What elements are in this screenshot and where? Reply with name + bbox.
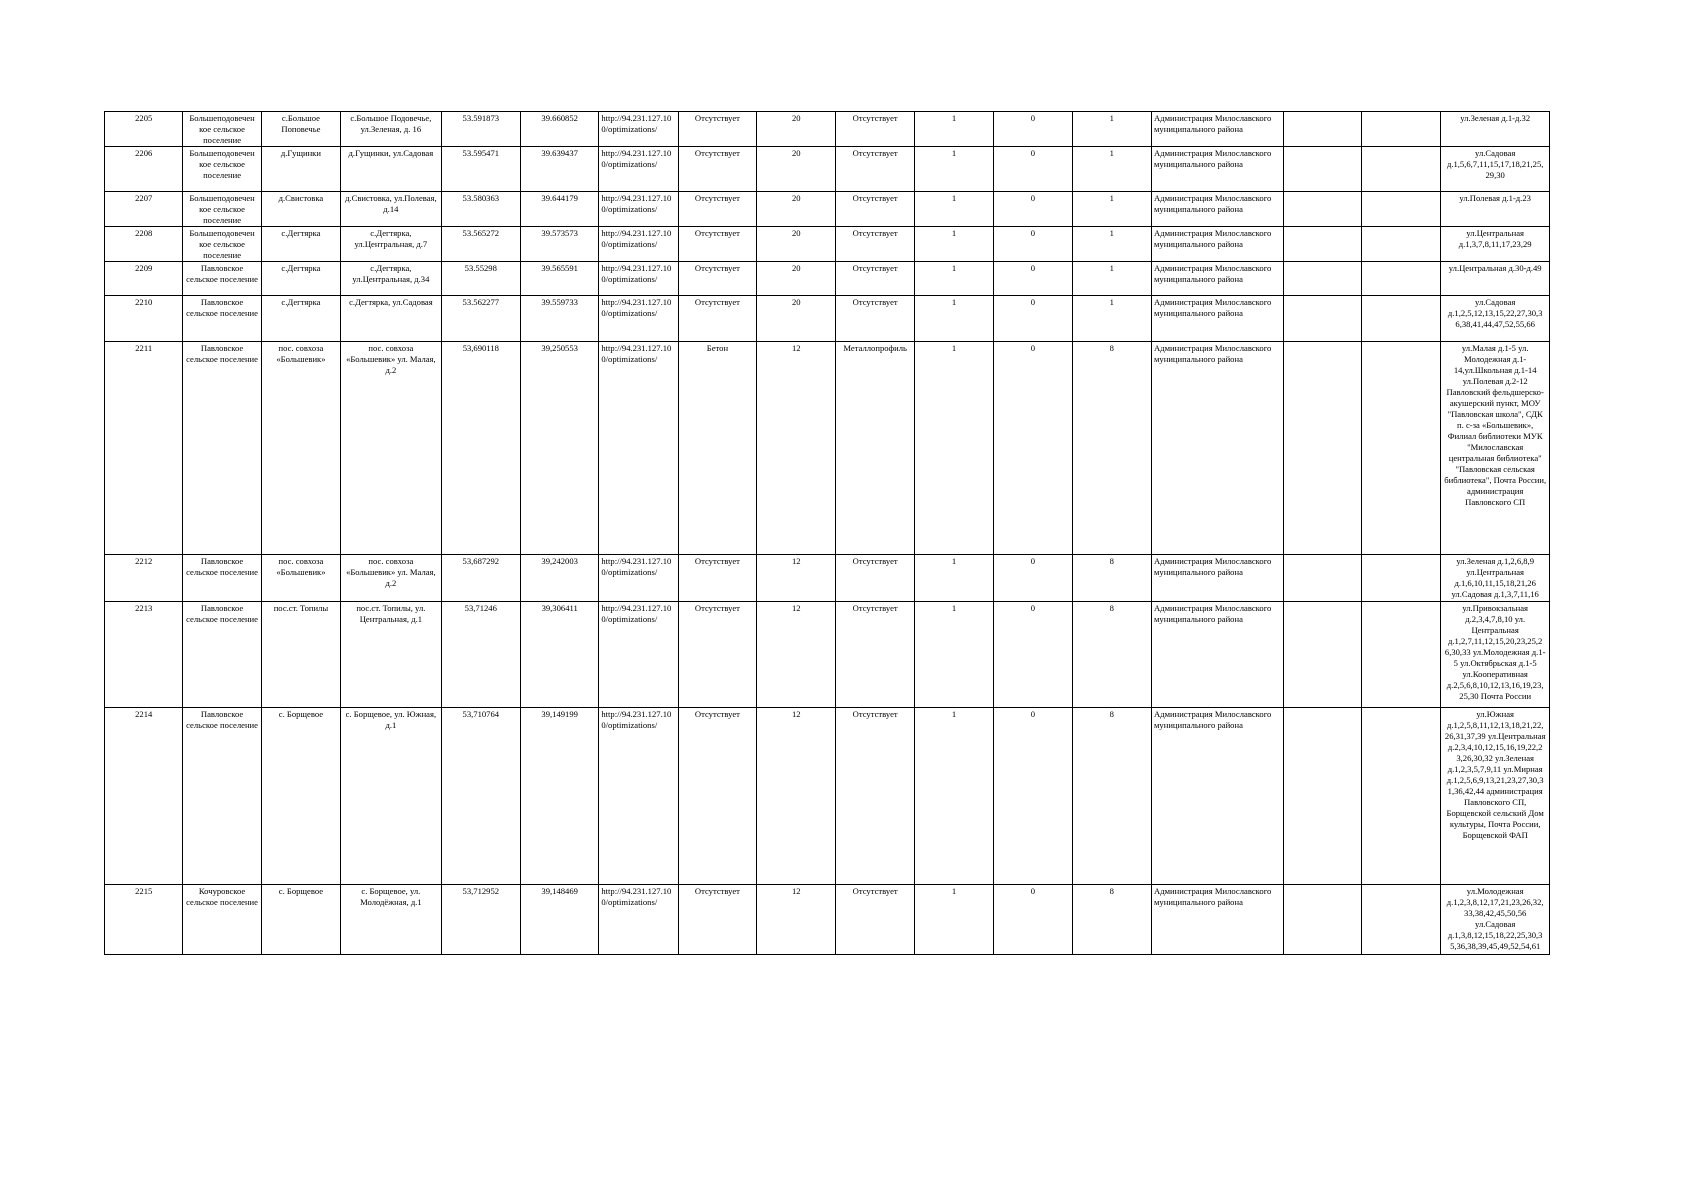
empty-cell (1283, 192, 1361, 227)
surface-cell: Отсутствует (678, 262, 756, 296)
area-cell: 12 (757, 602, 836, 708)
latitude-cell: 53.580363 (441, 192, 520, 227)
url-cell: http://94.231.127.10 0/optimizations/ (599, 227, 678, 262)
longitude-cell: 39.660852 (520, 112, 598, 147)
fence-cell: Отсутствует (836, 262, 914, 296)
owner-cell: Администрация Милославского муниципального района (1151, 112, 1283, 147)
longitude-cell: 39,149199 (520, 708, 598, 885)
surface-cell: Бетон (678, 342, 756, 555)
table-row (105, 192, 1550, 227)
empty-cell (1283, 112, 1361, 147)
area-cell: 20 (757, 262, 836, 296)
fence-cell: Отсутствует (836, 147, 914, 192)
fence-cell: Отсутствует (836, 885, 914, 955)
latitude-cell: 53,712952 (441, 885, 520, 955)
owner-cell: Администрация Милославского муниципального района (1151, 147, 1283, 192)
surface-cell: Отсутствует (678, 227, 756, 262)
latitude-cell: 53,710764 (441, 708, 520, 885)
settlement-cell: Большеподовечен кое сельское поселение (183, 227, 261, 262)
owner-cell: Администрация Милославского муниципального района (1151, 296, 1283, 342)
surface-cell: Отсутствует (678, 555, 756, 602)
url-cell: http://94.231.127.10 0/optimizations/ (599, 112, 678, 147)
latitude-cell: 53,690118 (441, 342, 520, 555)
owner-cell: Администрация Милославского муниципального района (1151, 708, 1283, 885)
empty-cell (1361, 708, 1440, 885)
table-row (105, 147, 1550, 192)
count-cell: 1 (914, 555, 993, 602)
settlement-cell: Большеподовечен кое сельское поселение (183, 192, 261, 227)
area-cell: 12 (757, 555, 836, 602)
served-objects-cell: ул.Привокзальная д.2,3,4,7,8,10 ул. Центральная д.1,2,7,11,12,15,20,23,25,2 6,30,33 ул.Молодежная д.1-5 ул.Октябрьская д.1-5 ул.Кооперативная д.2,5,6,8,10,12,13,16,19,23, 25,30 Почта России (1441, 602, 1550, 708)
longitude-cell: 39,242003 (520, 555, 598, 602)
count-cell: 1 (914, 342, 993, 555)
fence-cell: Отсутствует (836, 227, 914, 262)
empty-cell (1361, 885, 1440, 955)
surface-cell: Отсутствует (678, 708, 756, 885)
count-cell: 8 (1072, 342, 1151, 555)
empty-cell (1361, 602, 1440, 708)
area-cell: 12 (757, 342, 836, 555)
fence-cell: Отсутствует (836, 192, 914, 227)
address-cell: с. Борщевое, ул. Южная, д.1 (341, 708, 441, 885)
empty-cell (1283, 885, 1361, 955)
latitude-cell: 53.595471 (441, 147, 520, 192)
address-cell: с. Борщевое, ул. Молодёжная, д.1 (341, 885, 441, 955)
owner-cell: Администрация Милославского муниципального района (1151, 602, 1283, 708)
table-row (105, 708, 1550, 885)
address-cell: д.Свистовка, ул.Полевая, д.14 (341, 192, 441, 227)
count-cell: 0 (994, 555, 1072, 602)
latitude-cell: 53,687292 (441, 555, 520, 602)
owner-cell: Администрация Милославского муниципального района (1151, 227, 1283, 262)
surface-cell: Отсутствует (678, 885, 756, 955)
url-cell: http://94.231.127.10 0/optimizations/ (599, 147, 678, 192)
empty-cell (1361, 555, 1440, 602)
empty-cell (1283, 708, 1361, 885)
row-number: 2206 (105, 147, 183, 192)
area-cell: 12 (757, 885, 836, 955)
empty-cell (1283, 555, 1361, 602)
count-cell: 8 (1072, 708, 1151, 885)
surface-cell: Отсутствует (678, 192, 756, 227)
table-body (105, 112, 1550, 955)
longitude-cell: 39,148469 (520, 885, 598, 955)
longitude-cell: 39.573573 (520, 227, 598, 262)
count-cell: 8 (1072, 602, 1151, 708)
count-cell: 8 (1072, 885, 1151, 955)
longitude-cell: 39.639437 (520, 147, 598, 192)
url-cell: http://94.231.127.10 0/optimizations/ (599, 192, 678, 227)
row-number: 2207 (105, 192, 183, 227)
surface-cell: Отсутствует (678, 602, 756, 708)
settlement-cell: Павловское сельское поселение (183, 296, 261, 342)
latitude-cell: 53.562277 (441, 296, 520, 342)
locality-cell: пос.ст. Топилы (261, 602, 340, 708)
count-cell: 1 (914, 147, 993, 192)
address-cell: с.Большое Подовечье, ул.Зеленая, д. 16 (341, 112, 441, 147)
locality-cell: с. Борщевое (261, 885, 340, 955)
settlement-cell: Кочуровское сельское поселение (183, 885, 261, 955)
address-cell: с.Дегтярка, ул.Садовая (341, 296, 441, 342)
count-cell: 1 (914, 262, 993, 296)
count-cell: 1 (1072, 296, 1151, 342)
count-cell: 1 (1072, 192, 1151, 227)
address-cell: пос. совхоза «Большевик» ул. Малая, д.2 (341, 342, 441, 555)
count-cell: 1 (1072, 262, 1151, 296)
served-objects-cell: ул.Южная д.1,2,5,8,11,12,13,18,21,22, 26,31,37,39 ул.Центральная д.2,3,4,10,12,15,16,19,22,2 3,26,30,32 ул.Зеленая д.1,2,3,5,7,9,11 ул.Мирная д.1,2,5,6,9,13,21,23,27,30,3 1,36,42,44 администрация Павловского СП, Борщевской сельский Дом культуры, Почта России, Борщевской ФАП (1441, 708, 1550, 885)
table-row (105, 227, 1550, 262)
settlement-cell: Павловское сельское поселение (183, 342, 261, 555)
url-cell: http://94.231.127.10 0/optimizations/ (599, 262, 678, 296)
registry-table (104, 111, 1550, 955)
empty-cell (1361, 227, 1440, 262)
surface-cell: Отсутствует (678, 147, 756, 192)
empty-cell (1361, 262, 1440, 296)
fence-cell: Отсутствует (836, 602, 914, 708)
url-cell: http://94.231.127.10 0/optimizations/ (599, 342, 678, 555)
area-cell: 20 (757, 147, 836, 192)
count-cell: 0 (994, 227, 1072, 262)
served-objects-cell: ул.Зеленая д.1-д.32 (1441, 112, 1550, 147)
table-row (105, 112, 1550, 147)
count-cell: 1 (914, 192, 993, 227)
settlement-cell: Павловское сельское поселение (183, 555, 261, 602)
count-cell: 0 (994, 147, 1072, 192)
count-cell: 1 (1072, 147, 1151, 192)
table-row (105, 342, 1550, 555)
settlement-cell: Павловское сельское поселение (183, 708, 261, 885)
settlement-cell: Павловское сельское поселение (183, 602, 261, 708)
latitude-cell: 53.591873 (441, 112, 520, 147)
owner-cell: Администрация Милославского муниципального района (1151, 262, 1283, 296)
empty-cell (1283, 342, 1361, 555)
row-number: 2205 (105, 112, 183, 147)
row-number: 2213 (105, 602, 183, 708)
address-cell: пос.ст. Топилы, ул. Центральная, д.1 (341, 602, 441, 708)
empty-cell (1361, 147, 1440, 192)
row-number: 2209 (105, 262, 183, 296)
empty-cell (1361, 192, 1440, 227)
row-number: 2215 (105, 885, 183, 955)
fence-cell: Отсутствует (836, 555, 914, 602)
settlement-cell: Большеподовечен кое сельское поселение (183, 112, 261, 147)
row-number: 2214 (105, 708, 183, 885)
longitude-cell: 39,306411 (520, 602, 598, 708)
count-cell: 1 (1072, 112, 1151, 147)
table-row (105, 885, 1550, 955)
locality-cell: пос. совхоза «Большевик» (261, 342, 340, 555)
count-cell: 0 (994, 192, 1072, 227)
locality-cell: д.Гущинки (261, 147, 340, 192)
area-cell: 20 (757, 227, 836, 262)
served-objects-cell: ул.Центральная д.1,3,7,8,11,17,23,29 (1441, 227, 1550, 262)
latitude-cell: 53.565272 (441, 227, 520, 262)
owner-cell: Администрация Милославского муниципального района (1151, 192, 1283, 227)
owner-cell: Администрация Милославского муниципального района (1151, 342, 1283, 555)
table-row (105, 602, 1550, 708)
count-cell: 1 (1072, 227, 1151, 262)
fence-cell: Отсутствует (836, 708, 914, 885)
locality-cell: пос. совхоза «Большевик» (261, 555, 340, 602)
count-cell: 0 (994, 112, 1072, 147)
served-objects-cell: ул.Центральная д.30-д.49 (1441, 262, 1550, 296)
empty-cell (1283, 227, 1361, 262)
count-cell: 0 (994, 708, 1072, 885)
count-cell: 0 (994, 262, 1072, 296)
owner-cell: Администрация Милославского муниципального района (1151, 555, 1283, 602)
area-cell: 12 (757, 708, 836, 885)
empty-cell (1361, 342, 1440, 555)
served-objects-cell: ул.Зеленая д.1,2,6,8,9 ул.Центральная д.1,6,10,11,15,18,21,26 ул.Садовая д.1,3,7,11,16 (1441, 555, 1550, 602)
longitude-cell: 39.565591 (520, 262, 598, 296)
empty-cell (1283, 602, 1361, 708)
table-row (105, 555, 1550, 602)
table-row (105, 262, 1550, 296)
registry-table-wrapper (104, 111, 1550, 955)
address-cell: д.Гущинки, ул.Садовая (341, 147, 441, 192)
fence-cell: Металлопрофиль (836, 342, 914, 555)
served-objects-cell: ул.Садовая д.1,2,5,12,13,15,22,27,30,3 6,38,41,44,47,52,55,66 (1441, 296, 1550, 342)
settlement-cell: Большеподовечен кое сельское поселение (183, 147, 261, 192)
empty-cell (1283, 296, 1361, 342)
latitude-cell: 53.55298 (441, 262, 520, 296)
count-cell: 0 (994, 885, 1072, 955)
served-objects-cell: ул.Молодежная д.1,2,3,8,12,17,21,23,26,32, 33,38,42,45,50,56 ул.Садовая д.1,3,8,12,15,18,22,25,30,3 5,36,38,39,45,49,52,54,61 (1441, 885, 1550, 955)
count-cell: 1 (914, 296, 993, 342)
area-cell: 20 (757, 192, 836, 227)
latitude-cell: 53,71246 (441, 602, 520, 708)
row-number: 2208 (105, 227, 183, 262)
served-objects-cell: ул.Полевая д.1-д.23 (1441, 192, 1550, 227)
longitude-cell: 39.559733 (520, 296, 598, 342)
fence-cell: Отсутствует (836, 296, 914, 342)
count-cell: 1 (914, 227, 993, 262)
locality-cell: с.Дегтярка (261, 262, 340, 296)
longitude-cell: 39.644179 (520, 192, 598, 227)
count-cell: 1 (914, 708, 993, 885)
count-cell: 0 (994, 342, 1072, 555)
owner-cell: Администрация Милославского муниципального района (1151, 885, 1283, 955)
surface-cell: Отсутствует (678, 296, 756, 342)
served-objects-cell: ул.Малая д.1-5 ул. Молодежная д.1- 14,ул.Школьная д.1-14 ул.Полевая д.2-12 Павловский фельдшерско- акушерский пункт, МОУ "Павловская школа", СДК п. с-за «Большевик», Филиал библиотеки МУК "Милославская центральная библиотека" "Павловская сельская библиотека", Почта России, администрация Павловского СП (1441, 342, 1550, 555)
url-cell: http://94.231.127.10 0/optimizations/ (599, 602, 678, 708)
locality-cell: с.Дегтярка (261, 227, 340, 262)
count-cell: 0 (994, 602, 1072, 708)
surface-cell: Отсутствует (678, 112, 756, 147)
area-cell: 20 (757, 296, 836, 342)
locality-cell: с.Большое Поповечье (261, 112, 340, 147)
count-cell: 8 (1072, 555, 1151, 602)
locality-cell: с. Борщевое (261, 708, 340, 885)
empty-cell (1361, 112, 1440, 147)
address-cell: с.Дегтярка, ул.Центральная, д.34 (341, 262, 441, 296)
locality-cell: д.Свистовка (261, 192, 340, 227)
count-cell: 0 (994, 296, 1072, 342)
count-cell: 1 (914, 885, 993, 955)
count-cell: 1 (914, 112, 993, 147)
url-cell: http://94.231.127.10 0/optimizations/ (599, 708, 678, 885)
row-number: 2211 (105, 342, 183, 555)
row-number: 2210 (105, 296, 183, 342)
fence-cell: Отсутствует (836, 112, 914, 147)
table-row (105, 296, 1550, 342)
row-number: 2212 (105, 555, 183, 602)
area-cell: 20 (757, 112, 836, 147)
url-cell: http://94.231.127.10 0/optimizations/ (599, 296, 678, 342)
url-cell: http://94.231.127.10 0/optimizations/ (599, 885, 678, 955)
longitude-cell: 39,250553 (520, 342, 598, 555)
count-cell: 1 (914, 602, 993, 708)
locality-cell: с.Дегтярка (261, 296, 340, 342)
url-cell: http://94.231.127.10 0/optimizations/ (599, 555, 678, 602)
empty-cell (1361, 296, 1440, 342)
address-cell: с.Дегтярка, ул.Центральная, д.7 (341, 227, 441, 262)
settlement-cell: Павловское сельское поселение (183, 262, 261, 296)
empty-cell (1283, 147, 1361, 192)
empty-cell (1283, 262, 1361, 296)
address-cell: пос. совхоза «Большевик» ул. Малая, д.2 (341, 555, 441, 602)
served-objects-cell: ул.Садовая д.1,5,6,7,11,15,17,18,21,25, 29,30 (1441, 147, 1550, 192)
